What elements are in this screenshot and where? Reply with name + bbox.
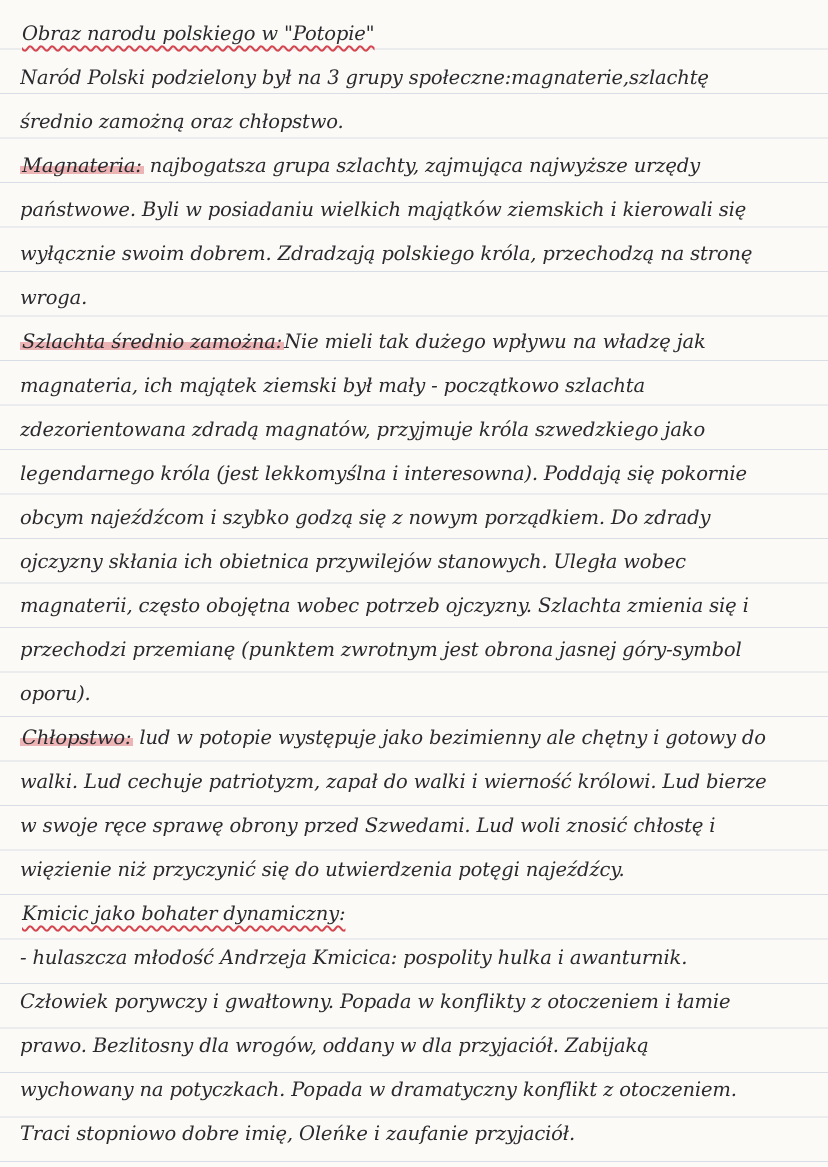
- term-description: Nie mieli tak dużego wpływu na władzę jak: [284, 330, 706, 353]
- text-line: [20, 320, 820, 364]
- section-heading-line: [20, 12, 820, 56]
- text-line: [20, 144, 820, 188]
- section-heading: Kmicic jako bohater dynamiczny:: [22, 902, 346, 925]
- text-line: zdezorientowana zdradą magnatów, przyjmuje króla szwedzkiego jako: [20, 418, 706, 441]
- text-line: [20, 716, 820, 760]
- term-description: najbogatsza grupa szlachty, zajmująca najwyższe urzędy: [143, 154, 700, 177]
- highlighted-term: Szlachta średnio zamożna:: [22, 330, 283, 353]
- text-line: magnaterii, często obojętna wobec potrzeb ojczyzny. Szlachta zmienia się i: [20, 594, 749, 617]
- text-line: Człowiek porywczy i gwałtowny. Popada w konflikty z otoczeniem i łamie: [20, 990, 731, 1013]
- text-line: przechodzi przemianę (punktem zwrotnym jest obrona jasnej góry-symbol: [20, 638, 742, 661]
- text-line: więzienie niż przyczynić się do utwierdzenia potęgi najeźdźcy.: [20, 858, 625, 881]
- section-heading: Obraz narodu polskiego w "Potopie": [22, 22, 375, 45]
- text-line: wroga.: [20, 286, 88, 309]
- section-heading-line: [20, 892, 820, 936]
- text-line: ojczyzny skłania ich obietnica przywilejów stanowych. Uległa wobec: [20, 550, 686, 573]
- text-line: w swoje ręce sprawę obrony przed Szwedami. Lud woli znosić chłostę i: [20, 814, 716, 837]
- highlighted-term: Chłopstwo:: [22, 726, 132, 749]
- text-line: wychowany na potyczkach. Popada w dramatyczny konflikt z otoczeniem.: [20, 1078, 737, 1101]
- text-line: obcym najeźdźcom i szybko godzą się z nowym porządkiem. Do zdrady: [20, 506, 711, 529]
- text-line: magnateria, ich majątek ziemski był mały - początkowo szlachta: [20, 374, 645, 397]
- text-line: państwowe. Byli w posiadaniu wielkich majątków ziemskich i kierowali się: [20, 198, 747, 221]
- highlighted-term: Magnateria:: [22, 154, 142, 177]
- text-line: Traci stopniowo dobre imię, Oleńke i zaufanie przyjaciół.: [20, 1122, 575, 1145]
- term-description: lud w potopie występuje jako bezimienny ale chętny i gotowy do: [133, 726, 766, 749]
- text-line: oporu).: [20, 682, 91, 705]
- text-line: walki. Lud cechuje patriotyzm, zapał do walki i wierność królowi. Lud bierze: [20, 770, 767, 793]
- text-line: legendarnego króla (jest lekkomyślna i interesowna). Poddają się pokornie: [20, 462, 747, 485]
- text-line: prawo. Bezlitosny dla wrogów, oddany w dla przyjaciół. Zabijaką: [20, 1034, 649, 1057]
- text-line: średnio zamożną oraz chłopstwo.: [20, 110, 344, 133]
- text-line: Naród Polski podzielony był na 3 grupy społeczne:magnaterie,szlachtę: [20, 66, 709, 89]
- text-line: wyłącznie swoim dobrem. Zdradzają polskiego króla, przechodzą na stronę: [20, 242, 753, 265]
- text-line: - hulaszcza młodość Andrzeja Kmicica: pospolity hulka i awanturnik.: [20, 946, 688, 969]
